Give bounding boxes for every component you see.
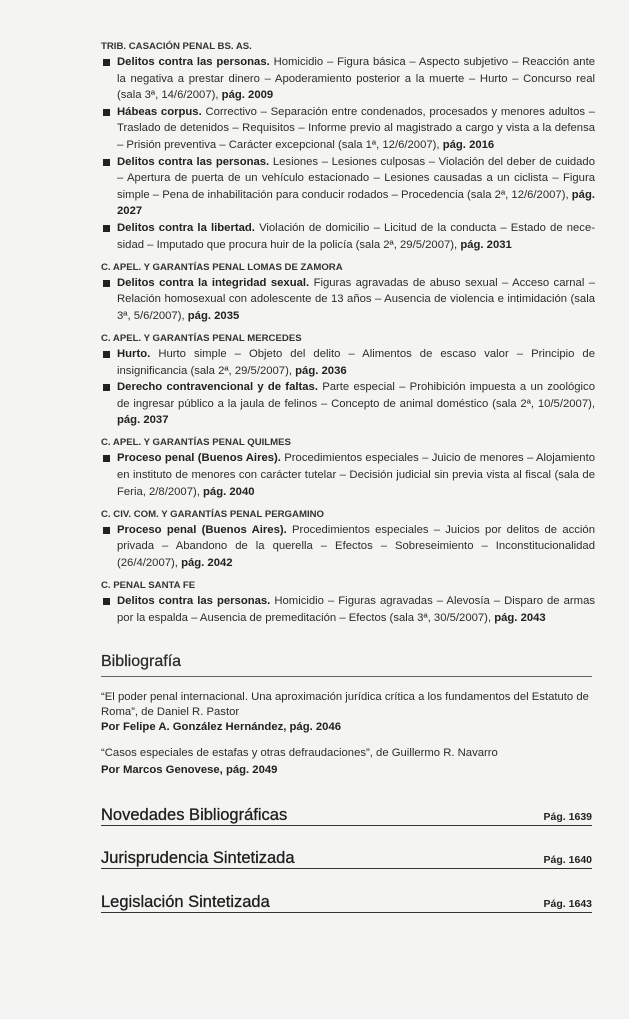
bibliography-work: “El poder penal internacional. Una aproximación jurídica crítica a los fundamentos del Estatuto de Roma”, de Daniel R. Pastor [101,690,589,718]
court-section [101,508,595,572]
case-entry [101,154,595,220]
document-body [101,40,595,913]
square-bullet-icon [103,598,110,605]
index-row [101,848,592,869]
square-bullet-icon [103,351,110,358]
square-bullet-icon [103,455,110,462]
square-bullet-icon [103,225,110,232]
court-heading: C. CIV. COM. Y GARANTÍAS PENAL PERGAMINO [101,508,324,520]
case-entry [101,275,595,325]
case-page: pág. 2031 [460,238,512,251]
case-topic: Delitos contra las personas. [117,56,270,68]
case-topic: Delitos contra la libertad. [117,221,255,234]
index-page: Pág. 1643 [543,897,592,910]
case-topic: Proceso penal (Buenos Aires). [117,523,287,536]
bibliography-item [101,690,594,735]
case-page: pág. 2042 [181,556,233,569]
case-summary: Hurto simple – Objeto del delito – Alimentos de escaso valor – Principio de insignificancia (sala 2ª, 29/5/2007), [117,347,596,377]
case-summary: Parte especial – Prohibición impuesta a un zoológico de ingresar público a la jaula de felinos – Concepto de animal doméstico (sala 2ª, 10/5/2007), [117,381,595,410]
court-heading: C. APEL. Y GARANTÍAS PENAL QUILMES [101,437,291,449]
bibliography-reviewer: Por Felipe A. González Hernández, pág. 2046 [101,720,342,733]
court-section [101,261,595,325]
case-summary: Procedimientos especiales – Juicio de menores – Alojamiento en instituto de menores con carácter tutelar – Decisión judicial sin previa vista al fiscal (sala de Feria, 2/8/2007), [117,452,596,498]
case-topic: Proceso penal (Buenos Aires). [117,452,281,465]
bibliography-reviewer: Por Marcos Genovese, pág. 2049 [101,763,278,776]
index-row [101,805,592,826]
case-topic: Delitos contra las personas. [117,155,270,168]
court-section [101,40,595,253]
case-summary: Figuras agravadas de abuso sexual – Acceso carnal – Relación homosexual con adolescente de 13 años – Ausencia de violencia e intimidación (sala 3ª, 5/6/2007), [117,276,596,322]
square-bullet-icon [103,280,110,287]
case-page: pág. 2040 [203,485,255,498]
case-summary: Lesiones – Lesiones culposas – Violación del deber de cuidado – Apertura de puerta de un vehículo estacionado – Lesiones causadas a un ciclista – Figura simple – Pena de inhabilitación para conducir rodados – Procedencia (sala 2ª, 12/6/2007), [117,155,596,201]
court-section [101,436,595,500]
court-heading: TRIB. CASACIÓN PENAL BS. AS. [101,41,252,52]
index-row [101,892,592,913]
case-page: pág. 2037 [117,414,169,427]
case-summary: Homicidio – Figura básica – Aspecto subjetivo – Reacción ante la negativa a prestar dinero – Apoderamiento posterior a la muerte – Hurto – Concurso real (sala 3ª, 14/6/2007), [117,56,595,102]
court-section [101,332,595,429]
court-heading: C. APEL. Y GARANTÍAS PENAL LOMAS DE ZAMORA [101,261,343,273]
court-heading: C. APEL. Y GARANTÍAS PENAL MERCEDES [101,332,302,344]
bibliography-section [101,652,595,778]
case-page: pág. 2009 [221,89,274,102]
case-summary: Homicidio – Figuras agravadas – Alevosía – Disparo de armas por la espalda – Ausencia de premeditación – Efectos (sala 3ª, 30/5/2007), [117,594,595,624]
case-entry [101,54,595,104]
index-title: Legislación Sintetizada [101,892,270,911]
square-bullet-icon [103,109,110,116]
case-entry [101,346,595,379]
case-topic: Derecho contravencional y de faltas. [117,381,318,394]
square-bullet-icon [103,527,110,534]
square-bullet-icon [103,384,110,391]
case-entry [101,104,595,154]
case-page: pág. 2027 [117,188,595,218]
case-topic: Delitos contra las personas. [117,594,271,607]
case-summary: Correctivo – Separación entre condenados, procesados y menores adultos – Traslado de detenidos – Requisitos – Informe previo al magistrado a cargo y vista a la defensa – Prisión preventiva – Carácter excepcional (sala 1ª, 12/6/2007), [117,105,596,151]
court-heading: C. PENAL SANTA FE [101,579,196,591]
case-entry [101,593,595,626]
index-page: Pág. 1640 [543,854,592,867]
case-entry [101,379,595,429]
case-entry [101,450,595,500]
case-topic: Hábeas corpus. [117,105,202,118]
case-entry [101,522,595,572]
case-page: pág. 2036 [295,364,347,377]
case-summary: Violación de domicilio – Licitud de la conducta – Estado de necesidad – Imputado que procura huir de la policía (sala 2ª, 29/5/2007), [117,221,596,251]
case-page: pág. 2035 [187,309,240,322]
square-bullet-icon [103,59,110,66]
court-section [101,579,595,626]
case-page: pág. 2016 [442,138,495,151]
case-topic: Hurto. [117,347,151,360]
case-topic: Delitos contra la integridad sexual. [117,276,310,289]
sections-index [101,805,595,913]
bibliography-heading: Bibliografía [101,652,592,677]
bibliography-work: “Casos especiales de estafas y otras defraudaciones”, de Guillermo R. Navarro [101,747,498,760]
square-bullet-icon [103,159,110,166]
bibliography-item [101,746,594,778]
index-title: Jurisprudencia Sintetizada [101,849,295,868]
index-title: Novedades Bibliográficas [101,805,288,824]
index-page: Pág. 1639 [543,810,592,823]
case-entry [101,220,595,253]
case-page: pág. 2043 [494,611,546,624]
case-summary: Procedimientos especiales – Juicios por delitos de acción privada – Abandono de la querella – Efectos – Sobreseimiento – Inconstitucionalidad (26/4/2007), [117,523,595,569]
